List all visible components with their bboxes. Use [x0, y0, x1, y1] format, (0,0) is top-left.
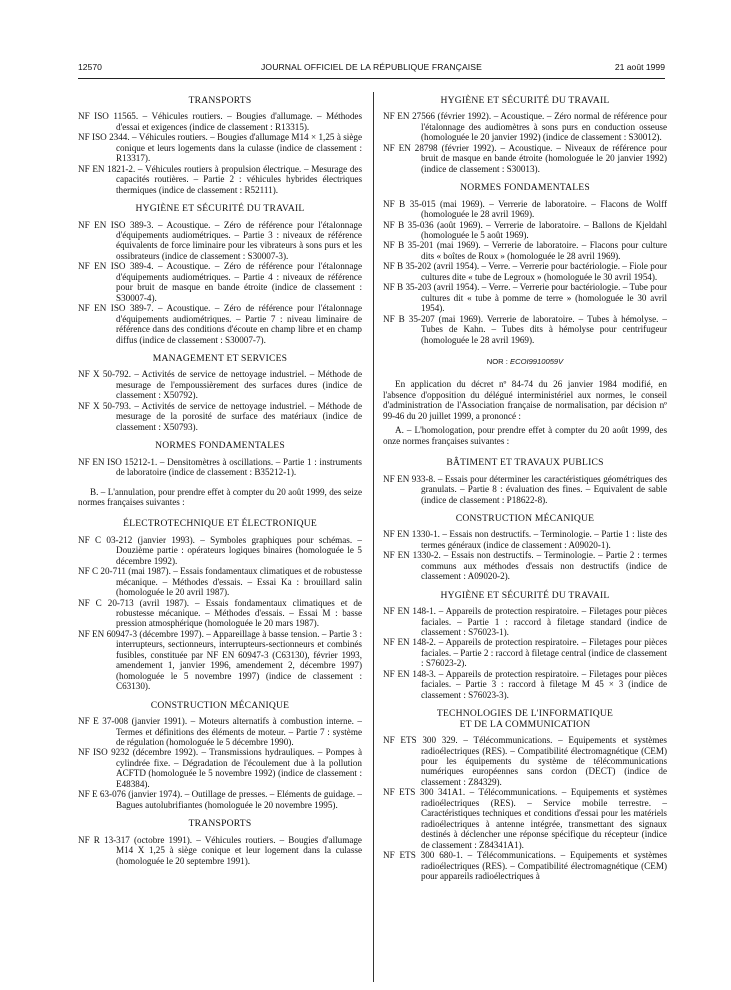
- issue-date: 21 août 1999: [614, 62, 665, 72]
- norm-entry: NF EN 1330-1. – Essais non destructifs. – Terminologie. – Partie 1 : liste des termes généraux (indice de classement : A09020-1).: [383, 529, 667, 550]
- norm-entry: NF C 20-713 (avril 1987). – Essais fondamentaux climatiques et de robustesse mécanique. – Méthodes d'essais. – Essai M : basse pression atmosphérique (homologuée le 20 mars 1987).: [78, 597, 362, 629]
- norm-entry: NF EN 933-8. – Essais pour déterminer les caractéristiques géométriques des granulats. – Partie 8 : évaluation des fines. – Equivalent de sable (indice de classement : P18622-8).: [383, 473, 667, 505]
- section-title: TECHNOLOGIES DE L'INFORMATIQUE ET DE LA COMMUNICATION: [436, 708, 614, 730]
- norm-entry: NF ETS 300 341A1. – Télécommunications. – Equipements et systèmes radioélectriques (RES). – Service mobile terrestre. – Caractéristiques techniques et conditions d'essai pour les matériels radioélectriques à antenne intégrée, transmettant des signaux destinés à déclencher une réponse spécifique du récepteur (indice de classement : Z84341A1).: [383, 787, 667, 850]
- norm-entry: NF EN 148-1. – Appareils de protection respiratoire. – Filetages pour pièces faciales. – Partie 1 : raccord à filetage standard (indice de classement : S76023-1).: [383, 606, 667, 638]
- section-title: TRANSPORTS: [188, 95, 252, 106]
- norm-section: [383, 591, 667, 701]
- journal-title: JOURNAL OFFICIEL DE LA RÉPUBLIQUE FRANÇAISE: [261, 62, 482, 72]
- norm-entry: NF R 13-317 (octobre 1991). – Véhicules routiers. – Bougies d'allumage M14 X 1,25 à siège conique et leur logement dans la culasse (homologuée le 20 septembre 1991).: [78, 834, 362, 866]
- norm-entry: NF B 35-202 (avril 1954). – Verre. – Verrerie pour bactériologie. – Fiole pour cultures dite « tube de Legroux » (homologuée le 30 avril 1954).: [383, 261, 667, 282]
- section-title: CONSTRUCTION MÉCANIQUE: [455, 512, 595, 524]
- norm-entry: NF EN ISO 15212-1. – Densitomètres à oscillations. – Partie 1 : instruments de laboratoire (indice de classement : B35212-1).: [78, 456, 362, 478]
- right-sections-b: [383, 458, 667, 881]
- left-sections-a: [78, 96, 362, 478]
- norm-entry: NF C 03-212 (janvier 1993). – Symboles graphiques pour schémas. – Douzième partie : opérateurs logiques binaires (homologuée le 5 décembre 1992).: [78, 534, 362, 566]
- column-divider: [373, 92, 374, 982]
- intro-paragraph: En application du décret nº 84-74 du 26 janvier 1984 modifié, en l'absence d'opposition du délégué interministériel aux normes, le conseil d'administration de l'Association française de normalisation, par décision nº 99-46 du 20 juillet 1999, a prononcé :: [383, 379, 667, 421]
- norm-section: [383, 709, 667, 881]
- left-column: [78, 96, 362, 875]
- norm-section: [383, 514, 667, 582]
- nor-reference: [383, 357, 667, 367]
- nor-label: NOR :: [486, 356, 508, 366]
- norm-section: [78, 819, 362, 866]
- norm-entry: NF C 20-711 (mai 1987). – Essais fondamentaux climatiques et de robustesse mécanique. – Méthodes d'essais. – Essai Ka : brouillard salin (homologuée le 20 avril 1987).: [78, 566, 362, 598]
- paragraph-b: B. – L'annulation, pour prendre effet à compter du 20 août 1999, des seize normes françaises suivantes :: [78, 486, 362, 507]
- norm-entry: NF EN 27566 (février 1992). – Acoustique. – Zéro normal de référence pour l'étalonnage des audiomètres à sons purs en conduction osseuse (homologuée le 20 janvier 1992) (indice de classement : S30012).: [383, 111, 667, 143]
- norm-entry: NF ISO 2344. – Véhicules routiers. – Bougies d'allumage M14 × 1,25 à siège conique et leurs logements dans la culasse (indice de classement : R13317).: [78, 132, 362, 164]
- norm-entry: NF B 35-201 (mai 1969). – Verrerie de laboratoire. – Flacons pour culture dits « boîtes de Roux » (homologuée le 28 avril 1969).: [383, 240, 667, 261]
- section-title: ÉLECTROTECHNIQUE ET ÉLECTRONIQUE: [123, 518, 317, 530]
- norm-entry: NF X 50-793. – Activités de service de nettoyage industriel. – Méthode de mesurage de la porosité de surface des matériaux (indice de classement : X50793).: [78, 400, 362, 432]
- norm-section: [383, 96, 667, 174]
- norm-entry: NF EN ISO 389-7. – Acoustique. – Zéro de référence pour l'étalonnage d'équipements audiométriques. – Partie 7 : niveau liminaire de référence dans des conditions d'écoute en champ libre et en champ diffus (indice de classement : S30007-7).: [78, 303, 362, 345]
- right-sections-a: [383, 96, 667, 345]
- norm-entry: NF B 35-203 (avril 1954). – Verre. – Verrerie pour bactériologie. – Tube pour cultures dit « tube à pomme de terre » (homologuée le 30 avril 1954).: [383, 282, 667, 314]
- norm-entry: NF EN ISO 389-3. – Acoustique. – Zéro de référence pour l'étalonnage d'équipements audiométriques. – Partie 3 : niveaux de référence équivalents de force liminaire pour les vibrateurs à sons purs et les ossibrateurs (indice de classement : S30007-3).: [78, 219, 362, 261]
- norm-section: [78, 96, 362, 195]
- header-rule: [78, 78, 665, 79]
- norm-section: [78, 441, 362, 477]
- nor-code: ECOI9910059V: [510, 356, 564, 366]
- section-title: CONSTRUCTION MÉCANIQUE: [150, 699, 290, 711]
- section-title: BÂTIMENT ET TRAVAUX PUBLICS: [446, 457, 604, 469]
- norm-section: [78, 354, 362, 432]
- running-header: [78, 60, 665, 76]
- norm-section: [383, 183, 667, 345]
- norm-entry: NF EN 1821-2. – Véhicules routiers à propulsion électrique. – Mesurage des capacités routières. – Partie 2 : véhicules hybrides électriques thermiques (indice de classement : R52111).: [78, 163, 362, 195]
- right-column: [383, 96, 667, 890]
- section-title: HYGIÈNE ET SÉCURITÉ DU TRAVAIL: [135, 203, 305, 215]
- norm-entry: NF EN 148-3. – Appareils de protection respiratoire. – Filetages pour pièces faciales. – Partie 3 : raccord à filetage M 45 × 3 (indice de classement : S76023-3).: [383, 668, 667, 700]
- norm-entry: NF EN 28798 (février 1992). – Acoustique. – Niveaux de référence pour bruit de masque en bande étroite (homologuée le 20 janvier 1992) (indice de classement : S30013).: [383, 142, 667, 174]
- norm-section: [383, 458, 667, 505]
- norm-entry: NF ISO 11565. – Véhicules routiers. – Bougies d'allumage. – Méthodes d'essai et exigences (indice de classement : R13315).: [78, 111, 362, 132]
- paragraph-a: A. – L'homologation, pour prendre effet à compter du 20 août 1999, des onze normes françaises suivantes :: [383, 425, 667, 446]
- page-number: 12570: [78, 62, 102, 72]
- norm-entry: NF ISO 9232 (décembre 1992). – Transmissions hydrauliques. – Pompes à cylindrée fixe. – Dégradation de l'écoulement due à la pollution ACFTD (homologuée le 5 novembre 1992) (indice de classement : E48384).: [78, 747, 362, 789]
- norm-entry: NF ETS 300 329. – Télécommunications. – Equipements et systèmes radioélectriques (RES). – Compatibilité électromagnétique (CEM) pour les équipements du système de télécommunications numériques européennes sans cordon (DECT) (indice de classement : Z84329).: [383, 735, 667, 787]
- section-title: NORMES FONDAMENTALES: [460, 182, 590, 194]
- section-title: NORMES FONDAMENTALES: [155, 440, 285, 452]
- norm-entry: NF ETS 300 680-1. – Télécommunications. – Equipements et systèmes radioélectriques (RES). – Compatibilité électromagnétique (CEM) pour appareils radioélectriques à: [383, 850, 667, 881]
- section-title: HYGIÈNE ET SÉCURITÉ DU TRAVAIL: [440, 95, 610, 106]
- norm-entry: NF E 63-076 (janvier 1974). – Outillage de presses. – Eléments de guidage. – Bagues autolubrifiantes (homologuée le 20 novembre 1995).: [78, 789, 362, 810]
- norm-section: [78, 204, 362, 345]
- section-title: TRANSPORTS: [188, 818, 252, 830]
- norm-entry: NF E 37-008 (janvier 1991). – Moteurs alternatifs à combustion interne. – Termes et définitions des éléments de moteur. – Partie 7 : système de régulation (homologuée le 5 décembre 1990).: [78, 716, 362, 748]
- norm-entry: NF B 35-015 (mai 1969). – Verrerie de laboratoire. – Flacons de Wolff (homologuée le 28 avril 1969).: [383, 198, 667, 220]
- norm-entry: NF EN 1330-2. – Essais non destructifs. – Terminologie. – Partie 2 : termes communs aux méthodes d'essais non destructifs (indice de classement : A09020-2).: [383, 550, 667, 582]
- norm-entry: NF EN 60947-3 (décembre 1997). – Appareillage à basse tension. – Partie 3 : interrupteurs, sectionneurs, interrupteurs-sectionneurs et combinés fusibles, constituée par NF EN 60947-3 (C63130), février 1993, amendement 1, janvier 1996, amendement 2, décembre 1997) (homologuée le 5 novembre 1997) (indice de classement : C63130).: [78, 628, 362, 692]
- norm-section: [78, 701, 362, 811]
- norm-entry: NF B 35-036 (août 1969). – Verrerie de laboratoire. – Ballons de Kjeldahl (homologuée le 5 août 1969).: [383, 219, 667, 240]
- left-sections-b: [78, 519, 362, 866]
- section-title: HYGIÈNE ET SÉCURITÉ DU TRAVAIL: [440, 589, 610, 601]
- norm-entry: NF EN ISO 389-4. – Acoustique. – Zéro de référence pour l'étalonnage d'équipements audiométriques. – Partie 4 : niveaux de référence pour bruit de masque en bande étroite (indice de classement : S30007-4).: [78, 261, 362, 303]
- norm-entry: NF EN 148-2. – Appareils de protection respiratoire. – Filetages pour pièces faciales. – Partie 2 : raccord à filetage central (indice de classement : S76023-2).: [383, 637, 667, 669]
- section-title: MANAGEMENT ET SERVICES: [152, 352, 288, 364]
- norm-section: [78, 519, 362, 691]
- norm-entry: NF X 50-792. – Activités de service de nettoyage industriel. – Méthode de mesurage de l'empoussièrement des surfaces dures (indice de classement : X50792).: [78, 369, 362, 401]
- norm-entry: NF B 35-207 (mai 1969). Verrerie de laboratoire. – Tubes à hémolyse. – Tubes de Kahn. – Tubes dits à hémolyse pour centrifugeur (homologuée le 28 avril 1969).: [383, 313, 667, 345]
